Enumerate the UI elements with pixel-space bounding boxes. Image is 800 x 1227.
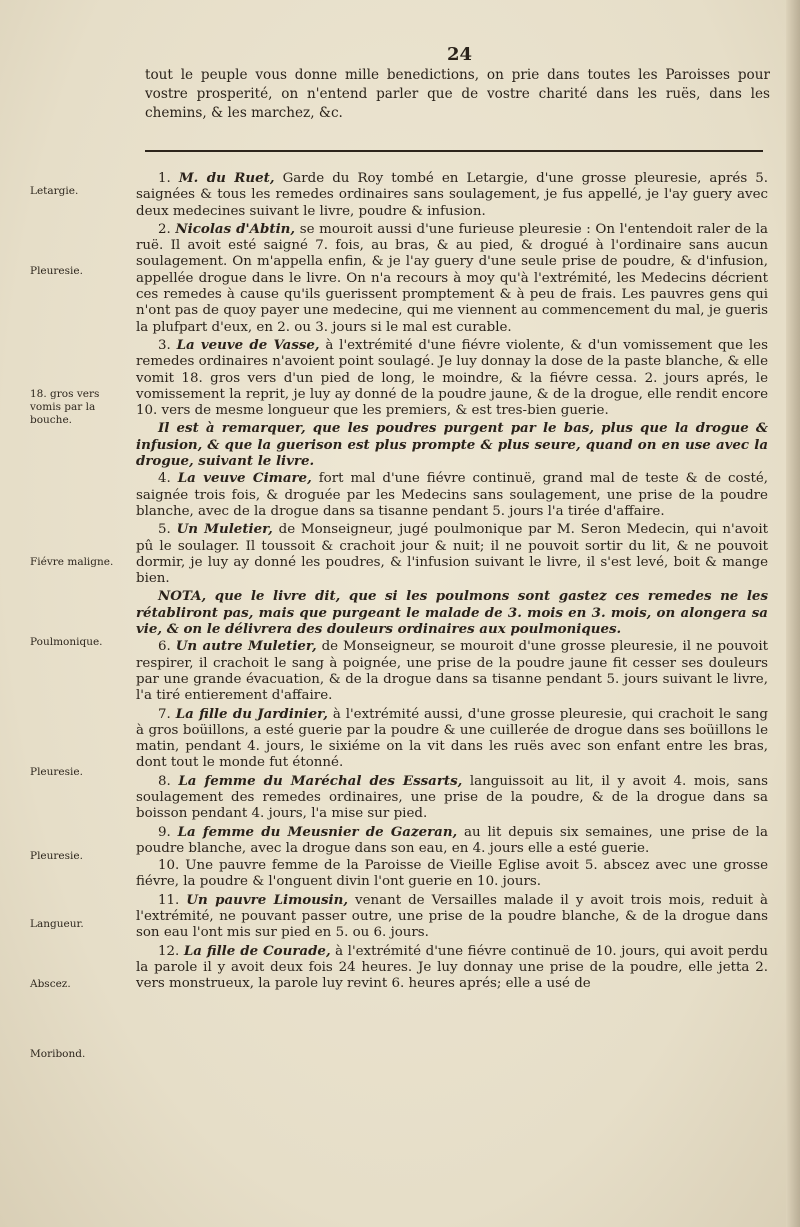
section-divider	[145, 150, 763, 152]
case-number: 10.	[158, 858, 180, 874]
case-text: NOTA, que le livre dit, que si les poulmons sont gastez ces remedes ne les rétabliront pas, mais que purgeant le malade de 3. mois en 3. mois, on alongera sa vie, & on le délivrera des douleurs ordinaires aux poulmoniques.	[136, 588, 768, 638]
case-entry	[136, 638, 768, 704]
patient-name: La femme du Maréchal des Essarts,	[178, 772, 463, 789]
case-list	[136, 170, 768, 994]
patient-name: La femme du Meusnier de Gazeran,	[177, 823, 458, 840]
case-entry	[136, 773, 768, 823]
case-number: 4.	[158, 471, 171, 487]
case-text: de Monseigneur, jugé poulmonique par M. Seron Medecin, qui n'avoit pû le soulager. Il toussoit & crachoit jour & nuit; il ne pouvoit sortir du lit, & ne pouvoit dormir, je luy ay donné les poudres, & l'infusion suivant le livre, il s'est levé, boit & mange bien.	[136, 522, 769, 587]
case-entry	[136, 337, 768, 419]
case-entry	[136, 470, 768, 520]
case-number: 2.	[158, 221, 171, 237]
case-number: 5.	[158, 522, 171, 538]
case-text: à l'extrémité d'une fiévre violente, & d'un vomissement que les remedes ordinaires n'avoient point soulagé. Je luy donnay la dose de la paste blanche, & elle vomit 18. gros vers d'un pied de long, le moindre, & la fiévre cessa. 2. jours aprés, le vomissement la reprit, je luy ay donné de la poudre jaune, & de la drogue, elle rendit encore 10. vers de mesme longueur que les premiers, & est tres-bien guerie.	[136, 337, 768, 419]
case-text: Il est à remarquer, que les poudres purgent par le bas, plus que la drogue & infusion, & que la guerison est plus prompte & plus seure, quand on en use avec la drogue, suivant le livre.	[136, 420, 768, 470]
margin-note-vers: 18. gros vers vomis par la bouche.	[30, 388, 100, 426]
margin-note-pleuresie-3: Pleuresie.	[30, 850, 83, 862]
case-number: 8.	[158, 773, 171, 789]
case-entry	[136, 706, 768, 772]
margin-note-langueur: Langueur.	[30, 918, 84, 930]
case-number: 7.	[158, 706, 171, 722]
margin-note-moribond: Moribond.	[30, 1048, 86, 1060]
page-number: 24	[447, 44, 473, 65]
case-entry	[136, 943, 768, 993]
case-text: Garde du Roy tombé en Letargie, d'une grosse pleuresie, aprés 5. saignées & tous les remedes ordinaires sans soulagement, je fus appellé, je l'ay guery avec deux medecines suivant le livre, poudre & infusion.	[136, 171, 769, 219]
patient-name: La fille du Jardinier,	[175, 705, 328, 722]
margin-note-letargie: Letargie.	[30, 185, 79, 197]
case-entry	[136, 824, 768, 858]
case-text: de Monseigneur, se mouroit d'une grosse pleuresie, il ne pouvoit respirer, il crachoit le sang à poignée, une prise de la poudre jaune fit cesser ses douleurs par une grande évacuation, & de la drogue dans sa tisanne pendant 5. jours suivant le livre, l'a tiré entierement d'affaire.	[136, 639, 769, 704]
case-number: 1.	[158, 171, 171, 186]
case-text: Une pauvre femme de la Paroisse de Vieille Eglise avoit 5. abscez avec une grosse fiévre, la poudre & l'onguent divin l'ont guerie en 10. jours.	[136, 858, 769, 890]
margin-note-pleuresie: Pleuresie.	[30, 265, 83, 277]
remark-paragraph	[136, 588, 768, 637]
margin-note-pleuresie-2: Pleuresie.	[30, 766, 83, 778]
case-number: 6.	[158, 639, 171, 655]
case-text: venant de Versailles malade il y avoit trois mois, reduit à l'extrémité, ne pouvant passer outre, une prise de la poudre blanche, & de la drogue dans son eau l'ont mis sur pied en 5. ou 6. jours.	[136, 892, 768, 941]
patient-name: La veuve de Vasse,	[176, 336, 320, 353]
case-number: 11.	[158, 892, 180, 908]
case-entry	[136, 170, 768, 220]
case-number: 9.	[158, 824, 171, 840]
remark-paragraph	[136, 420, 768, 469]
patient-name: Un autre Muletier,	[175, 638, 317, 655]
case-number: 12.	[158, 943, 180, 959]
patient-name: Un pauvre Limousin,	[186, 891, 348, 908]
case-entry	[136, 221, 768, 336]
case-number: 3.	[158, 337, 171, 353]
case-text: fort mal d'une fiévre continuë, grand mal de teste & de costé, saignée trois fois, & droguée par les Medecins sans soulagement, une prise de la poudre blanche, avec de la drogue dans sa tisanne pendant 5. jours l'a tirée d'affaire.	[136, 471, 769, 519]
case-text: à l'extrémité aussi, d'une grosse pleuresie, qui crachoit le sang à gros boüillons, a esté guerie par la poudre & une cuillerée de drogue dans ses boüillons le matin, pendant 4. jours, le sixiéme on la vit dans les ruës avec son enfant entre les bras, dont tout le monde fut étonné.	[136, 706, 768, 771]
case-text: languissoit au lit, il y avoit 4. mois, sans soulagement des remedes ordinaires, une prise de la poudre, & de la drogue dans sa boisson pendant 4. jours, l'a mise sur pied.	[136, 773, 769, 822]
patient-name: La veuve Cimare,	[177, 470, 312, 487]
case-text: à l'extrémité d'une fiévre continuë de 10. jours, qui avoit perdu la parole il y avoit deux fois 24 heures. Je luy donnay une prise de la poudre, elle jetta 2. vers monstrueux, la parole luy revint 6. heures aprés; elle a usé de	[136, 943, 768, 992]
case-text: se mouroit aussi d'une furieuse pleuresie : On l'entendoit raler de la ruë. Il avoit esté saigné 7. fois, au bras, & au pied, & drogué à l'ordinaire sans aucun soulagement. On m'appella enfin, & je l'ay guery d'une seule prise de poudre, & d'infusion, appellée drogue dans le livre. On n'a recours à moy qu'à l'extrémité, les Medecins décrient ces remedes à cause qu'ils guerissent promptement & à peu de frais. Les pauvres gens qui n'ont pas de quoy payer une medecine, qui me viennent au commencement du mal, je gueris la plufpart d'eux, en 2. ou 3. jours si le mal est curable.	[136, 221, 769, 335]
patient-name: Nicolas d'Abtin,	[175, 220, 296, 237]
patient-name: Un Muletier,	[176, 521, 273, 538]
margin-note-poulmonique: Poulmonique.	[30, 636, 103, 648]
margin-note-fievre-maligne: Fiévre maligne.	[30, 556, 114, 568]
margin-note-abscez: Abscez.	[30, 978, 71, 990]
case-text: au lit depuis six semaines, une prise de la poudre blanche, avec la drogue dans son eau, en 4. jours elle a esté guerie.	[136, 824, 768, 856]
case-entry	[136, 521, 768, 587]
page-edge	[786, 0, 800, 1227]
case-entry	[136, 892, 768, 942]
patient-name: M. du Ruet,	[178, 170, 275, 186]
intro-paragraph: tout le peuple vous donne mille benedictions, on prie dans toutes les Paroisses pour vostre prosperité, on n'entend parler que de vostre charité dans les ruës, dans les chemins, & les marchez, &c.	[145, 67, 770, 121]
patient-name: La fille de Courade,	[183, 942, 331, 959]
case-entry	[136, 858, 768, 891]
